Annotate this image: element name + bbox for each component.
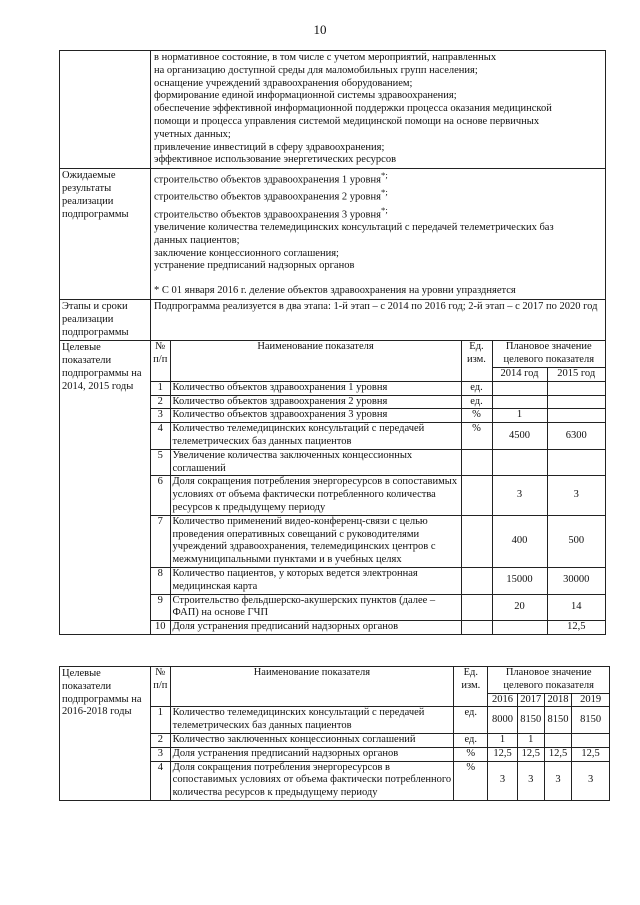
footnote: * С 01 января 2016 г. деление объектов здравоохранения на уровни упраздняется xyxy=(154,285,516,297)
tasks-line: эффективное использование энергетических ресурсов xyxy=(154,154,397,166)
tasks-line: оснащение учреждений здравоохранения оборудованием; xyxy=(154,77,413,89)
col-header-unit: Ед. изм. xyxy=(461,341,492,381)
year-header: 2019 xyxy=(572,693,609,707)
table-row: 5 Увеличение количества заключенных концессионных соглашений xyxy=(151,449,605,476)
col-header-num: № п/п xyxy=(151,667,170,707)
tasks-line: учетных данных; xyxy=(154,128,231,140)
table-row: 2 Количество заключенных концессионных соглашений ед. 1 1 xyxy=(151,733,609,747)
col-header-plan: Плановое значение целевого показателя xyxy=(492,341,605,367)
passport-table xyxy=(59,50,606,635)
year-header: 2015 год xyxy=(547,368,605,382)
tasks-line: помощи и процесса управления системой медицинской помощи на основе первичных xyxy=(154,115,540,127)
targets-2016-label: Целевые показатели подпрограммы на 2016-2018 годы xyxy=(60,667,151,801)
tasks-label-cell xyxy=(60,51,151,169)
tasks-line: в нормативное состояние, в том числе с учетом мероприятий, направленных xyxy=(154,52,497,63)
stages-row xyxy=(60,300,606,341)
table-row: 10 Доля устранения предписаний надзорных органов 12,5 xyxy=(151,621,605,634)
targets-2016-table xyxy=(151,667,609,800)
table-row: 8 Количество пациентов, у которых ведется электронная медицинская карта 15000 30000 xyxy=(151,567,605,594)
header-row xyxy=(151,341,605,367)
result-line: увеличение количества телемедицинских консультаций с передачей телеметрических баз xyxy=(154,222,554,234)
col-header-name: Наименование показателя xyxy=(170,667,453,707)
table-row: 2 Количество объектов здравоохранения 2 уровня ед. xyxy=(151,395,605,409)
table-row: 1 Количество телемедицинских консультаций с передачей телеметрических баз данных пациентов ед. 8000 8150 8150 8150 xyxy=(151,707,609,734)
table-row: 3 Количество объектов здравоохранения 3 уровня % 1 xyxy=(151,409,605,423)
expected-results-label: Ожидаемые результаты реализации подпрограммы xyxy=(60,169,151,300)
expected-results-content xyxy=(151,169,606,300)
stages-text: Подпрограмма реализуется в два этапа: 1-й этап – с 2014 по 2016 год; 2-й этап – с 2017 по 2020 год xyxy=(151,300,606,341)
year-header: 2018 xyxy=(544,693,571,707)
result-line: устранение предписаний надзорных органов xyxy=(154,260,355,272)
col-header-plan: Плановое значение целевого показателя xyxy=(488,667,609,693)
table-row: 6 Доля сокращения потребления энергоресурсов в сопоставимых условиях от объема фактически потребленного количества ресурсов к предыдущему периоду 3 3 xyxy=(151,476,605,515)
targets-2014-table xyxy=(151,341,605,634)
year-header: 2016 xyxy=(488,693,517,707)
targets-2014-label: Целевые показатели подпрограммы на 2014, 2015 годы xyxy=(60,341,151,635)
result-line: данных пациентов; xyxy=(154,234,240,246)
targets-2014-row xyxy=(60,341,606,635)
tasks-line: на организацию доступной среды для маломобильных групп населения; xyxy=(154,64,478,76)
table-row: 4 Доля сокращения потребления энергоресурсов в сопоставимых условиях от объема фактически потребленного количества ресурсов к предыдущему периоду % 3 3 3 3 xyxy=(151,761,609,800)
tasks-line: формирование единой информационной системы здравоохранения; xyxy=(154,90,457,102)
table-row: 1 Количество объектов здравоохранения 1 уровня ед. xyxy=(151,381,605,395)
result-line: строительство объектов здравоохранения 2 уровня xyxy=(154,191,381,203)
expected-results-row xyxy=(60,169,606,300)
targets-2016-section xyxy=(59,666,610,801)
footnote-mark: *; xyxy=(380,204,388,215)
table-row: 4 Количество телемедицинских консультаций с передачей телеметрических баз данных пациентов % 4500 6300 xyxy=(151,423,605,450)
tasks-content xyxy=(151,51,606,169)
table-row: 9 Строительство фельдшерско-акушерских пунктов (далее – ФАП) на основе ГЧП 20 14 xyxy=(151,594,605,621)
stages-label: Этапы и сроки реализации подпрограммы xyxy=(60,300,151,341)
header-row xyxy=(151,667,609,693)
table-row: 3 Доля устранения предписаний надзорных органов % 12,5 12,5 12,5 12,5 xyxy=(151,747,609,761)
result-line: заключение концессионного соглашения; xyxy=(154,247,339,259)
result-line: строительство объектов здравоохранения 1 уровня xyxy=(154,174,381,186)
footnote-mark: *; xyxy=(380,170,388,181)
result-line: строительство объектов здравоохранения 3 уровня xyxy=(154,209,381,221)
page-number: 10 xyxy=(313,22,327,37)
tasks-row xyxy=(60,51,606,169)
tasks-line: обеспечение эффективной информационной поддержки процесса оказания медицинской xyxy=(154,103,552,115)
col-header-unit: Ед. изм. xyxy=(454,667,488,707)
year-header: 2017 xyxy=(517,693,544,707)
footnote-mark: *; xyxy=(380,187,388,198)
year-header: 2014 год xyxy=(492,368,547,382)
tasks-line: привлечение инвестиций в сферу здравоохранения; xyxy=(154,141,385,153)
col-header-name: Наименование показателя xyxy=(170,341,461,381)
table-row: 7 Количество применений видео-конференц-связи с целью проведения оперативных совещаний с руководителями учреждений здравоохранения, телемедицинских центров с межмуниципальными пунктами и в учебных целях 400 500 xyxy=(151,515,605,567)
col-header-num: № п/п xyxy=(151,341,170,381)
